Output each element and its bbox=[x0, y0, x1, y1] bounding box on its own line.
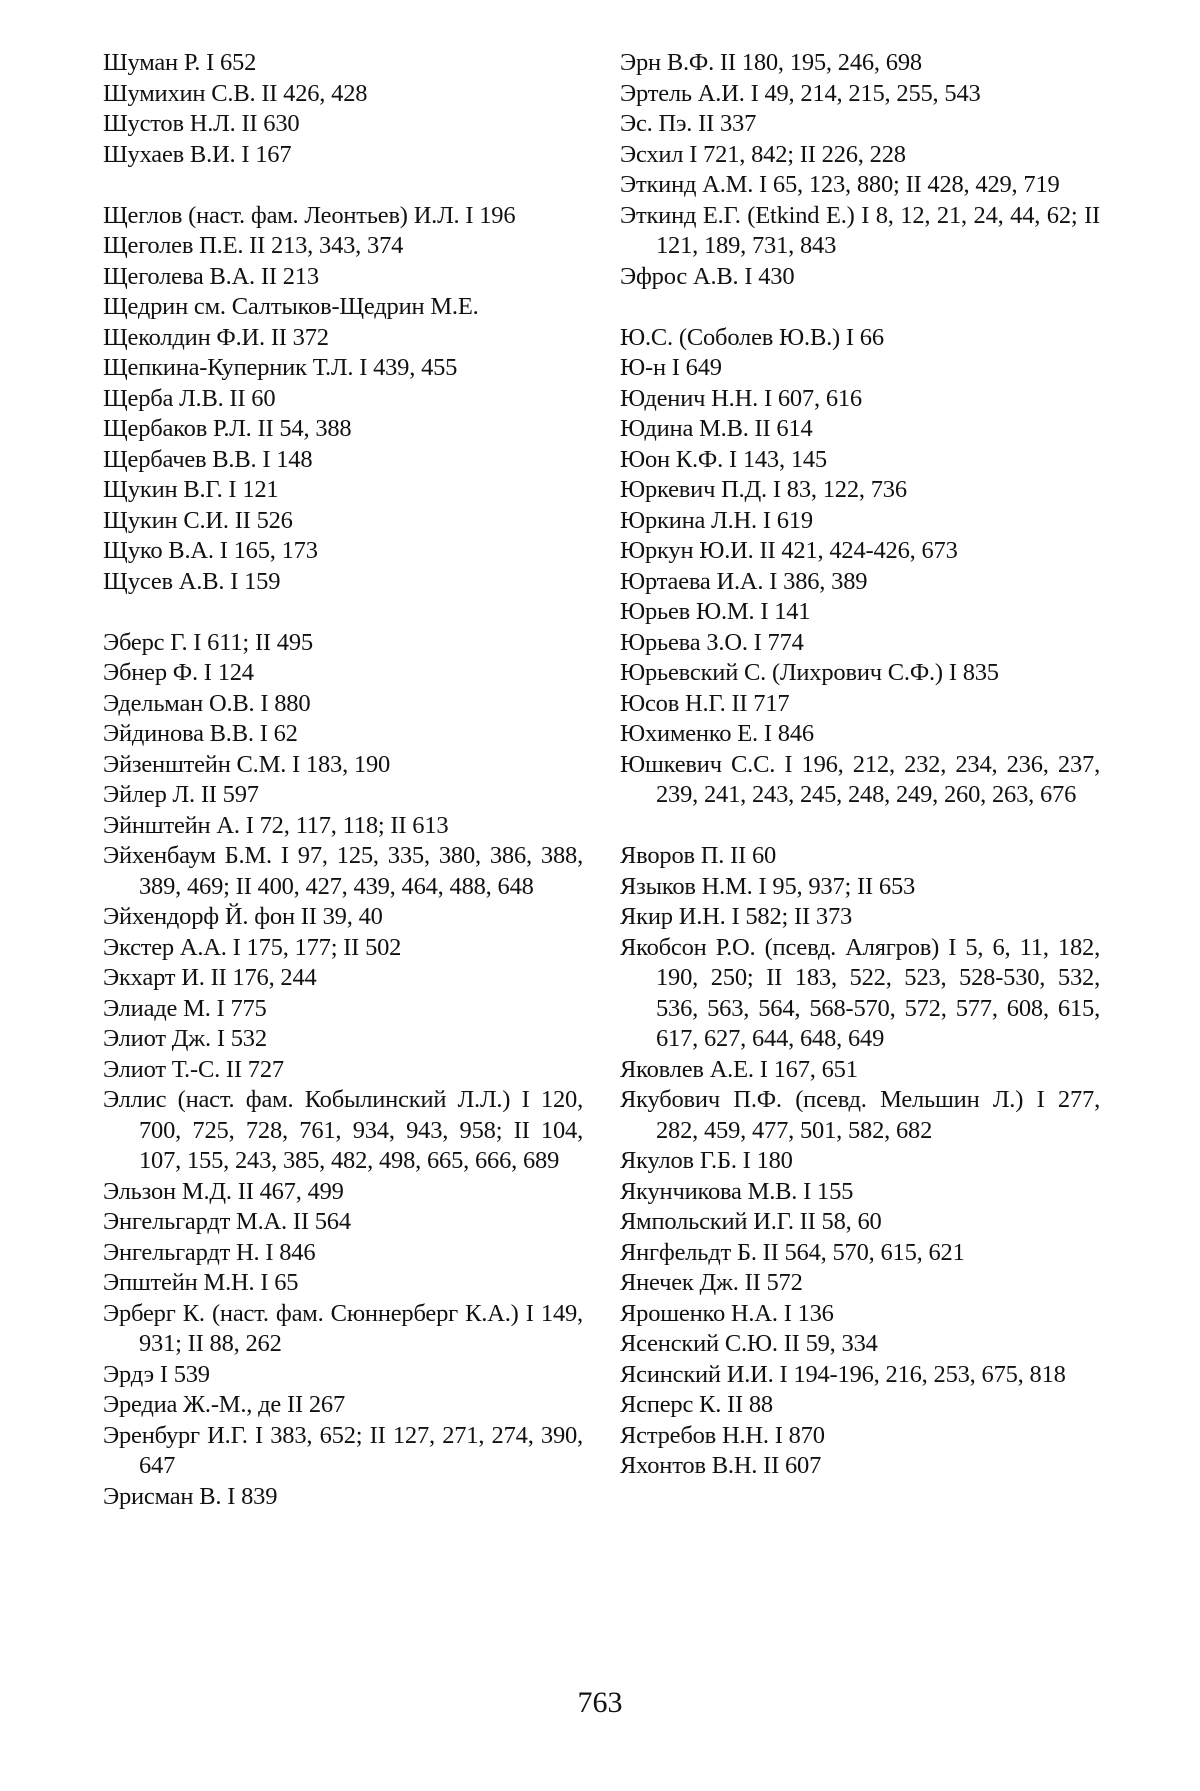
index-entry: Эйзенштейн С.М. I 183, 190 bbox=[103, 750, 391, 778]
index-entry: Щербачев В.В. I 148 bbox=[103, 445, 313, 473]
index-entry: Эллис (наст. фам. Кобылинский Л.Л.) I 120, 700, 725, 728, 761, 934, 943, 958; II 104, 107, 155, 243, 385, 482, 498, 665, 666, 689 bbox=[103, 1086, 583, 1174]
index-entry: Эдельман О.В. I 880 bbox=[103, 689, 311, 717]
index-column-left bbox=[103, 48, 583, 1512]
index-entry: Эйнштейн А. I 72, 117, 118; II 613 bbox=[103, 811, 449, 839]
index-entry: Щеголева В.А. II 213 bbox=[103, 262, 319, 290]
index-entry: Ясинский И.И. I 194-196, 216, 253, 675, 818 bbox=[620, 1360, 1066, 1388]
index-entry: Щедрин см. Салтыков-Щедрин М.Е. bbox=[103, 293, 479, 320]
index-entry: Щуко В.А. I 165, 173 bbox=[103, 537, 318, 564]
index-entry: Шумихин С.В. II 426, 428 bbox=[103, 79, 368, 107]
index-entry: Юон К.Ф. I 143, 145 bbox=[620, 445, 827, 473]
index-entry: Ямпольский И.Г. II 58, 60 bbox=[620, 1208, 882, 1235]
section-gap bbox=[103, 170, 583, 201]
index-entry: Эйлер Л. II 597 bbox=[103, 781, 259, 808]
index-entry: Экстер А.А. I 175, 177; II 502 bbox=[103, 933, 402, 961]
index-entry: Юркун Ю.И. II 421, 424-426, 673 bbox=[620, 537, 958, 564]
index-entry: Эйхендорф Й. фон II 39, 40 bbox=[103, 903, 383, 930]
section-gap bbox=[620, 811, 1100, 842]
index-entry: Ясенский С.Ю. II 59, 334 bbox=[620, 1330, 878, 1357]
index-entry: Юркина Л.Н. I 619 bbox=[620, 506, 813, 534]
index-entry: Якулов Г.Б. I 180 bbox=[620, 1147, 793, 1174]
index-entry: Юртаева И.А. I 386, 389 bbox=[620, 567, 868, 595]
index-entry: Эльзон М.Д. II 467, 499 bbox=[103, 1177, 344, 1205]
index-entry: Юденич Н.Н. I 607, 616 bbox=[620, 384, 862, 412]
index-entry: Яковлев А.Е. I 167, 651 bbox=[620, 1055, 858, 1083]
index-entry: Эренбург И.Г. I 383, 652; II 127, 271, 274, 390, 647 bbox=[103, 1421, 583, 1479]
index-entry: Эйдинова В.В. I 62 bbox=[103, 720, 298, 747]
index-entry: Янгфельдт Б. II 564, 570, 615, 621 bbox=[620, 1238, 965, 1266]
index-entry: Юсов Н.Г. II 717 bbox=[620, 689, 790, 717]
index-entry: Элиот Дж. I 532 bbox=[103, 1025, 267, 1052]
index-entry: Юрьевский С. (Лихрович С.Ф.) I 835 bbox=[620, 659, 999, 686]
index-entry: Элиаде М. I 775 bbox=[103, 994, 267, 1022]
index-entry: Эрберг К. (наст. фам. Сюннерберг К.А.) I 149, 931; II 88, 262 bbox=[103, 1299, 583, 1357]
index-entry: Юрьева З.О. I 774 bbox=[620, 628, 804, 656]
index-entry: Эредиа Ж.-М., де II 267 bbox=[103, 1391, 346, 1418]
index-entry: Энгельгардт М.А. II 564 bbox=[103, 1208, 351, 1235]
index-entry: Шустов Н.Л. II 630 bbox=[103, 110, 300, 137]
index-entry: Щеголев П.Е. II 213, 343, 374 bbox=[103, 232, 404, 259]
index-entry: Юдина М.В. II 614 bbox=[620, 415, 813, 442]
index-entry: Ярошенко Н.А. I 136 bbox=[620, 1299, 834, 1327]
index-entry: Элиот Т.-С. II 727 bbox=[103, 1055, 284, 1083]
index-entry: Эс. Пэ. II 337 bbox=[620, 110, 757, 137]
index-entry: Юрьев Ю.М. I 141 bbox=[620, 598, 811, 625]
index-entry: Ю.С. (Соболев Ю.В.) I 66 bbox=[620, 323, 884, 351]
index-entry: Эсхил I 721, 842; II 226, 228 bbox=[620, 140, 906, 168]
index-column-right bbox=[620, 48, 1100, 1482]
index-entry: Эберс Г. I 611; II 495 bbox=[103, 628, 313, 656]
index-entry: Ю-н I 649 bbox=[620, 354, 722, 381]
index-entry: Якунчикова М.В. I 155 bbox=[620, 1177, 854, 1205]
index-entry: Эрисман В. I 839 bbox=[103, 1482, 278, 1510]
index-entry: Якир И.Н. I 582; II 373 bbox=[620, 903, 853, 930]
index-entry: Эткинд А.М. I 65, 123, 880; II 428, 429, 719 bbox=[620, 171, 1060, 198]
index-entry: Эткинд Е.Г. (Etkind E.) I 8, 12, 21, 24, 44, 62; II 121, 189, 731, 843 bbox=[620, 201, 1100, 259]
section-gap bbox=[103, 597, 583, 628]
index-entry: Щепкина-Куперник Т.Л. I 439, 455 bbox=[103, 354, 458, 381]
index-entry: Шухаев В.И. I 167 bbox=[103, 140, 292, 168]
index-entry: Щерба Л.В. II 60 bbox=[103, 384, 276, 412]
index-entry: Ястребов Н.Н. I 870 bbox=[620, 1421, 825, 1449]
index-entry: Щеглов (наст. фам. Леонтьев) И.Л. I 196 bbox=[103, 201, 516, 229]
index-entry: Экхарт И. II 176, 244 bbox=[103, 964, 317, 991]
index-entry: Эбнер Ф. I 124 bbox=[103, 659, 254, 686]
index-entry: Ясперс К. II 88 bbox=[620, 1391, 773, 1418]
index-entry: Языков Н.М. I 95, 937; II 653 bbox=[620, 872, 916, 900]
index-entry: Юркевич П.Д. I 83, 122, 736 bbox=[620, 476, 907, 503]
index-entry: Юхименко Е. I 846 bbox=[620, 720, 814, 747]
index-entry: Щусев А.В. I 159 bbox=[103, 567, 281, 595]
index-entry: Янечек Дж. II 572 bbox=[620, 1269, 803, 1296]
index-entry: Яворов П. II 60 bbox=[620, 842, 777, 869]
index-entry: Юшкевич С.С. I 196, 212, 232, 234, 236, 237, 239, 241, 243, 245, 248, 249, 260, 263, 676 bbox=[620, 750, 1100, 808]
index-entry: Шуман Р. I 652 bbox=[103, 49, 257, 76]
page-number: 763 bbox=[577, 1686, 623, 1719]
index-entry: Эртель А.И. I 49, 214, 215, 255, 543 bbox=[620, 79, 981, 107]
index-entry: Эйхенбаум Б.М. I 97, 125, 335, 380, 386, 388, 389, 469; II 400, 427, 439, 464, 488, 648 bbox=[103, 842, 583, 900]
index-entry: Якубович П.Ф. (псевд. Мельшин Л.) I 277, 282, 459, 477, 501, 582, 682 bbox=[620, 1086, 1100, 1144]
index-entry: Энгельгардт Н. I 846 bbox=[103, 1238, 316, 1266]
index-entry: Якобсон Р.О. (псевд. Алягров) I 5, 6, 11, 182, 190, 250; II 183, 522, 523, 528-530, 532, 536, 563, 564, 568-570, 572, 577, 608, 615, 617, 627, 644, 648, 649 bbox=[620, 933, 1100, 1052]
index-entry: Эрн В.Ф. II 180, 195, 246, 698 bbox=[620, 49, 922, 76]
index-entry: Эрдэ I 539 bbox=[103, 1360, 210, 1388]
index-entry: Щукин С.И. II 526 bbox=[103, 506, 293, 534]
index-entry: Эпштейн М.Н. I 65 bbox=[103, 1269, 299, 1296]
index-entry: Яхонтов В.Н. II 607 bbox=[620, 1452, 822, 1479]
index-entry: Щукин В.Г. I 121 bbox=[103, 476, 279, 503]
index-entry: Эфрос А.В. I 430 bbox=[620, 262, 795, 290]
index-entry: Щеколдин Ф.И. II 372 bbox=[103, 323, 329, 351]
section-gap bbox=[620, 292, 1100, 323]
index-entry: Щербаков Р.Л. II 54, 388 bbox=[103, 415, 352, 442]
